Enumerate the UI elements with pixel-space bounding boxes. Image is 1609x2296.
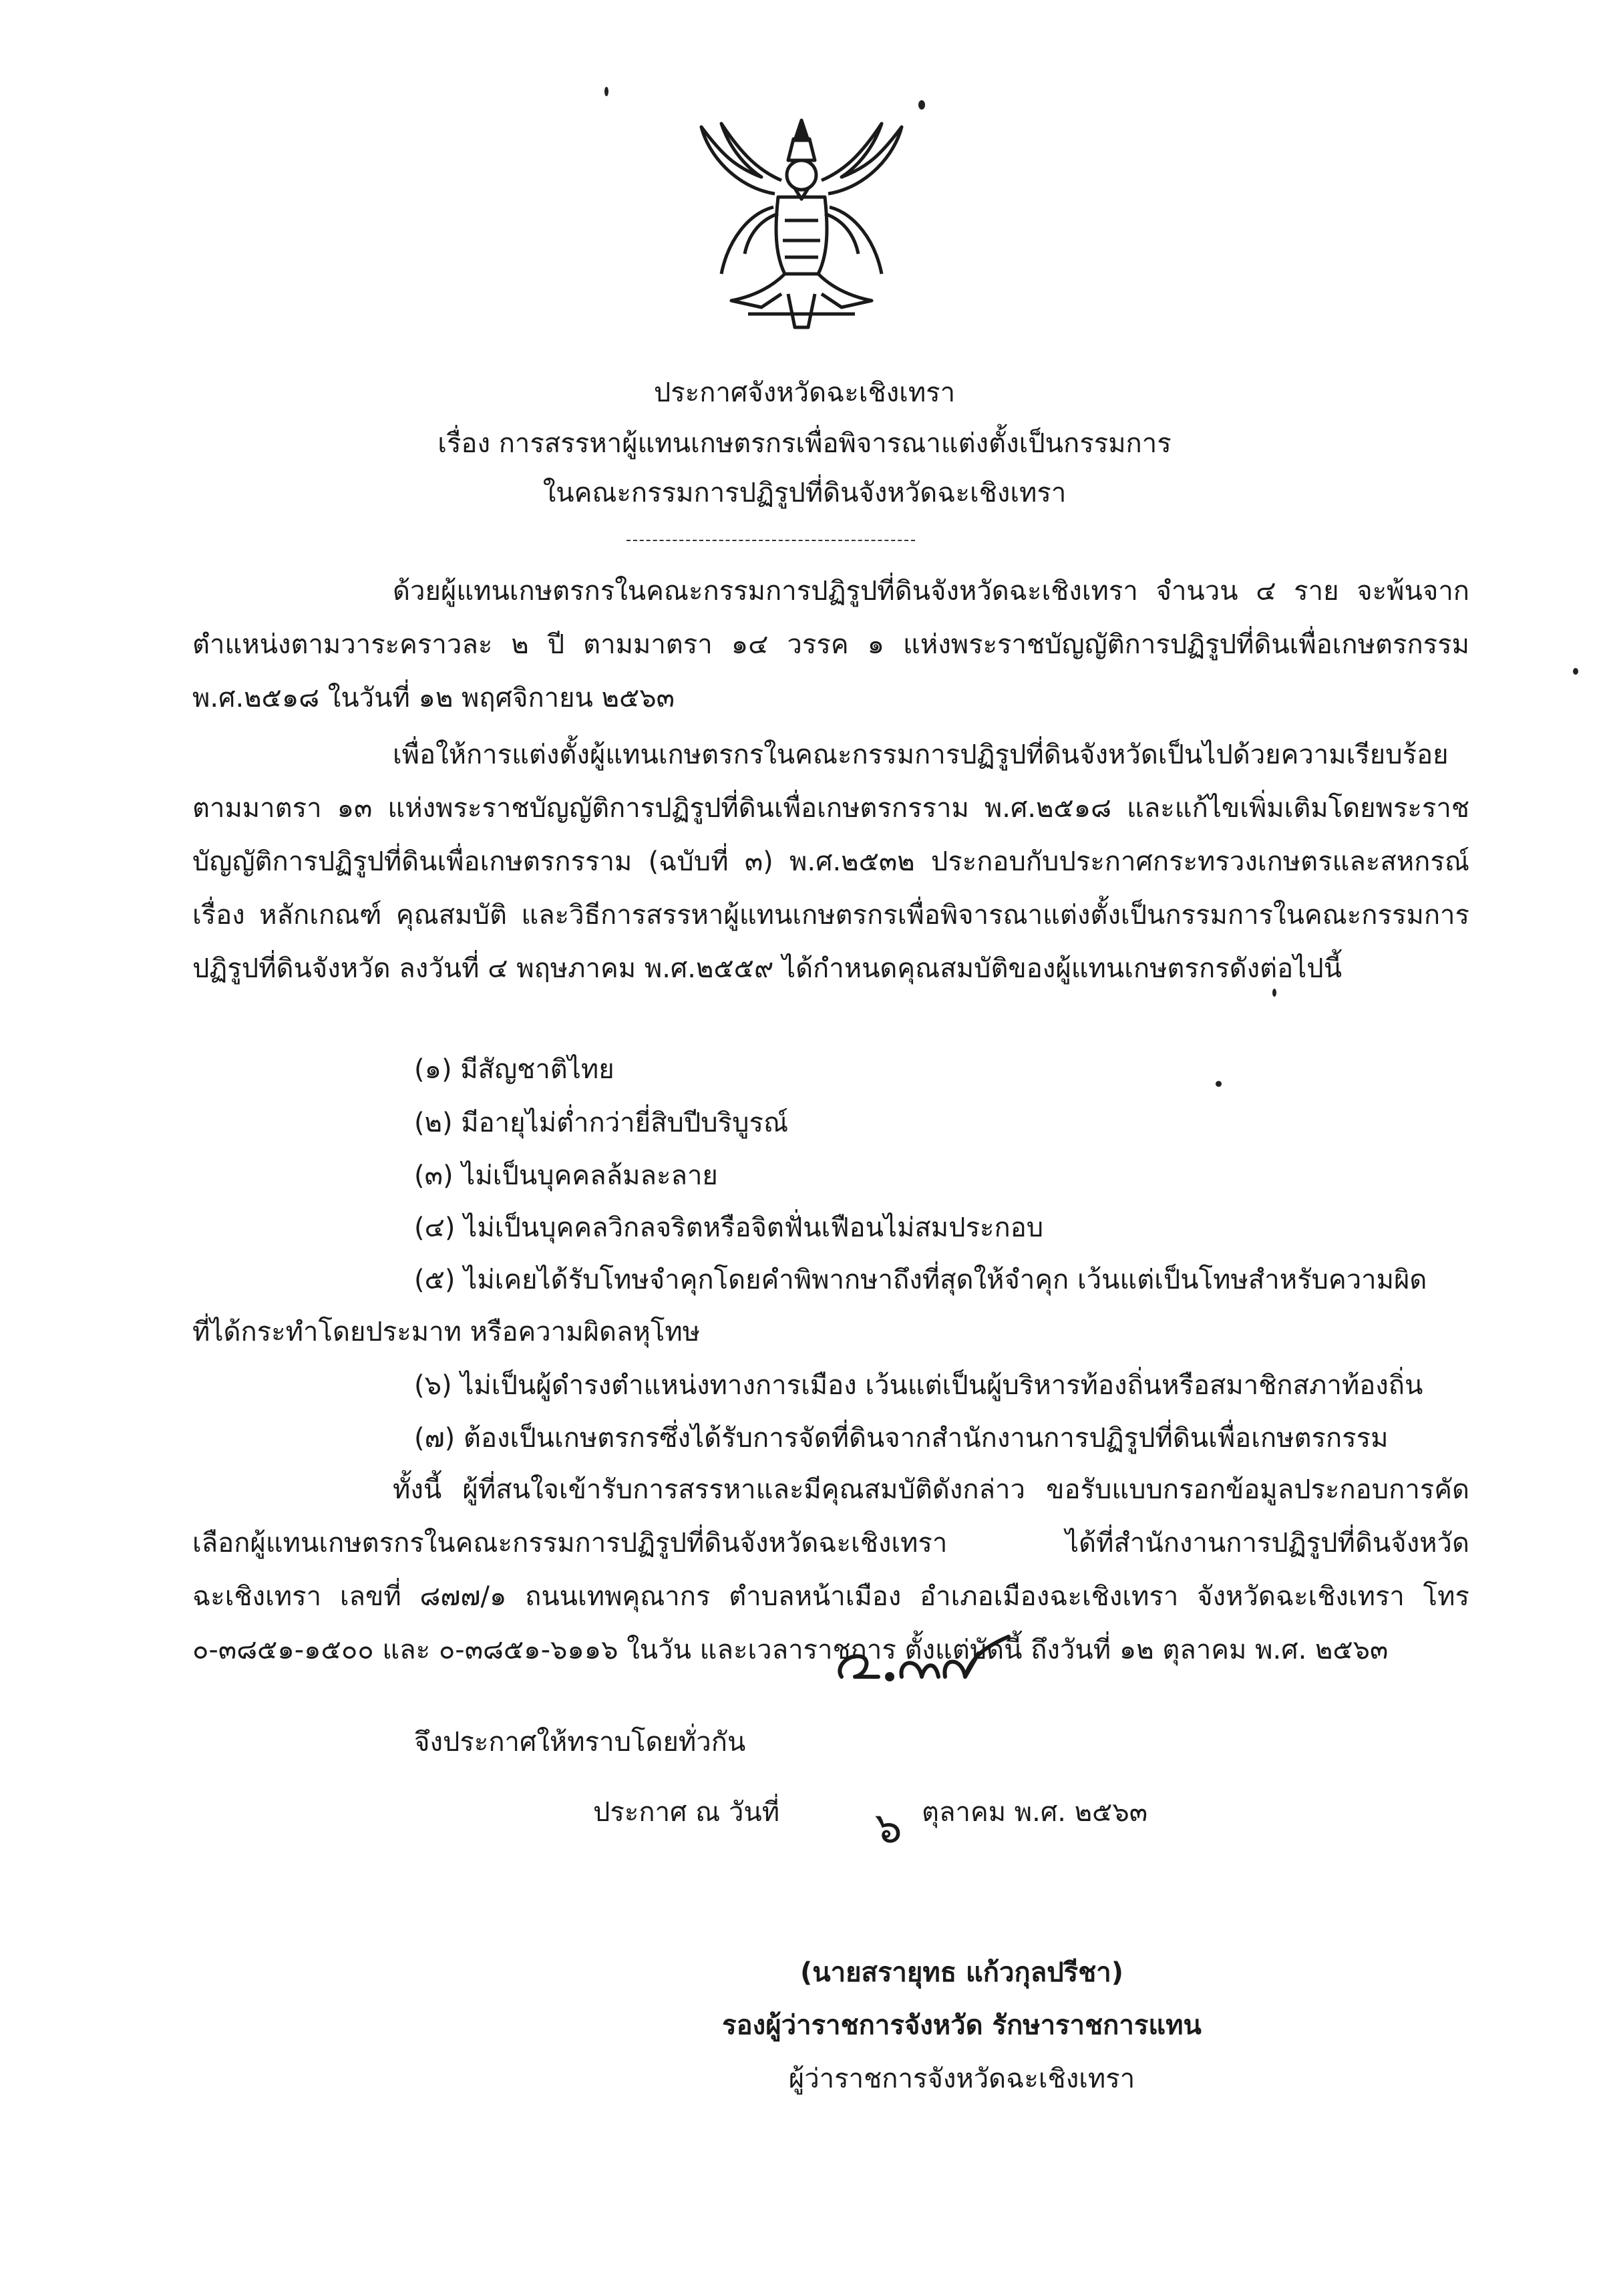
closing-statement: จึงประกาศให้ทราบโดยทั่วกัน	[414, 1727, 746, 1758]
dateline-prefix: ประกาศ ณ วันที่	[593, 1797, 780, 1828]
garuda-emblem-icon	[695, 114, 908, 341]
scan-speck	[1272, 989, 1276, 997]
qualification-item-5: (๕) ไม่เคยได้รับโทษจำคุกโดยคำพิพากษาถึงที่สุดให้จำคุก เว้นแต่เป็นโทษสำหรับความผิด	[414, 1265, 1427, 1295]
qualification-item-5-continued: ที่ได้กระทำโดยประมาท หรือความผิดลหุโทษ	[192, 1317, 701, 1347]
subject-line-1: เรื่อง การสรรหาผู้แทนเกษตรกรเพื่อพิจารณาแต่งตั้งเป็นกรรมการ	[437, 428, 1172, 459]
paragraph-3: ทั้งนี้ ผู้ที่สนใจเข้ารับการสรรหาและมีคุณสมบัติดังกล่าว ขอรับแบบกรอกข้อมูลประกอบการคัดเลือกผู้แทนเกษตรกรในคณะกรรมการปฏิรูปที่ดินจังหวัดฉะเชิงเทรา ได้ที่สำนักงานการปฏิรูปที่ดินจังหวัดฉะเชิงเทรา เลขที่ ๘๗๗/๑ ถนนเทพคุณากร ตำบลหน้าเมือง อำเภอเมืองฉะเชิงเทรา จังหวัดฉะเชิงเทรา โทร ๐-๓๘๕๑-๑๕๐๐ และ ๐-๓๘๕๑-๖๑๑๖ ในวัน และเวลาราชการ ตั้งแต่บัดนี้ ถึงวันที่ ๑๒ ตุลาคม พ.ศ. ๒๕๖๓	[192, 1474, 1469, 1665]
qualification-item-4: (๔) ไม่เป็นบุคคลวิกลจริตหรือจิตฟั่นเฟือนไม่สมประกอบ	[414, 1212, 1044, 1243]
signatory-name: (นายสรายุทธ แก้วกุลปรีชา)	[800, 1957, 1123, 1988]
signatory-position-1: รองผู้ว่าราชการจังหวัด รักษาราชการแทน	[722, 2010, 1202, 2041]
dateline-day: ๖	[875, 1804, 902, 1853]
handwritten-signature	[828, 1630, 1029, 1690]
paragraph-2: เพื่อให้การแต่งตั้งผู้แทนเกษตรกรในคณะกรรมการปฏิรูปที่ดินจังหวัดเป็นไปด้วยความเรียบร้อย ตามมาตรา ๑๓ แห่งพระราชบัญญัติการปฏิรูปที่ดินเพื่อเกษตรกรราม พ.ศ.๒๕๑๘ และแก้ไขเพิ่มเติมโดยพระราชบัญญัติการปฏิรูปที่ดินเพื่อเกษตรกรราม (ฉบับที่ ๓) พ.ศ.๒๕๓๒ ประกอบกับประกาศกระทรวงเกษตรและสหกรณ์ เรื่อง หลักเกณฑ์ คุณสมบัติ และวิธีการสรรหาผู้แทนเกษตรกรเพื่อพิจารณาแต่งตั้งเป็นกรรมการในคณะกรรมการปฏิรูปที่ดินจังหวัด ลงวันที่ ๔ พฤษภาคม พ.ศ.๒๕๕๙ ได้กำหนดคุณสมบัติของผู้แทนเกษตรกรดังต่อไปนี้	[192, 740, 1469, 984]
qualification-item-6: (๖) ไม่เป็นผู้ดำรงตำแหน่งทางการเมือง เว้นแต่เป็นผู้บริหารท้องถิ่นหรือสมาชิกสภาท้องถิ่น	[414, 1370, 1423, 1401]
announcement-title: ประกาศจังหวัดฉะเชิงเทรา	[653, 377, 956, 408]
qualification-item-3: (๓) ไม่เป็นบุคคลล้มละลาย	[414, 1160, 718, 1191]
qualification-item-7: (๗) ต้องเป็นเกษตรกรซึ่งได้รับการจัดที่ดินจากสำนักงานการปฏิรูปที่ดินเพื่อเกษตรกรรม	[414, 1423, 1389, 1454]
paragraph-1: ด้วยผู้แทนเกษตรกรในคณะกรรมการปฏิรูปที่ดินจังหวัดฉะเชิงเทรา จำนวน ๔ ราย จะพ้นจากตำแหน่งตามวาระคราวละ ๒ ปี ตามมาตรา ๑๔ วรรค ๑ แห่งพระราชบัญญัติการปฏิรูปที่ดินเพื่อเกษตรกรรม พ.ศ.๒๕๑๘ ในวันที่ ๑๒ พฤศจิกายน ๒๕๖๓	[192, 576, 1469, 713]
qualification-item-2: (๒) มีอายุไม่ต่ำกว่ายี่สิบปีบริบูรณ์	[414, 1108, 789, 1138]
signatory-position-2: ผู้ว่าราชการจังหวัดฉะเชิงเทรา	[788, 2064, 1135, 2094]
qualification-item-1: (๑) มีสัญชาติไทย	[414, 1054, 614, 1085]
scan-speck	[1216, 1081, 1222, 1087]
dateline-month-year: ตุลาคม พ.ศ. ๒๕๖๓	[922, 1797, 1148, 1828]
scan-speck	[918, 100, 925, 110]
scan-speck	[1573, 668, 1578, 675]
title-divider	[627, 540, 915, 541]
scan-speck	[604, 87, 608, 96]
subject-line-2: ในคณะกรรมการปฏิรูปที่ดินจังหวัดฉะเชิงเทรา	[542, 478, 1067, 508]
